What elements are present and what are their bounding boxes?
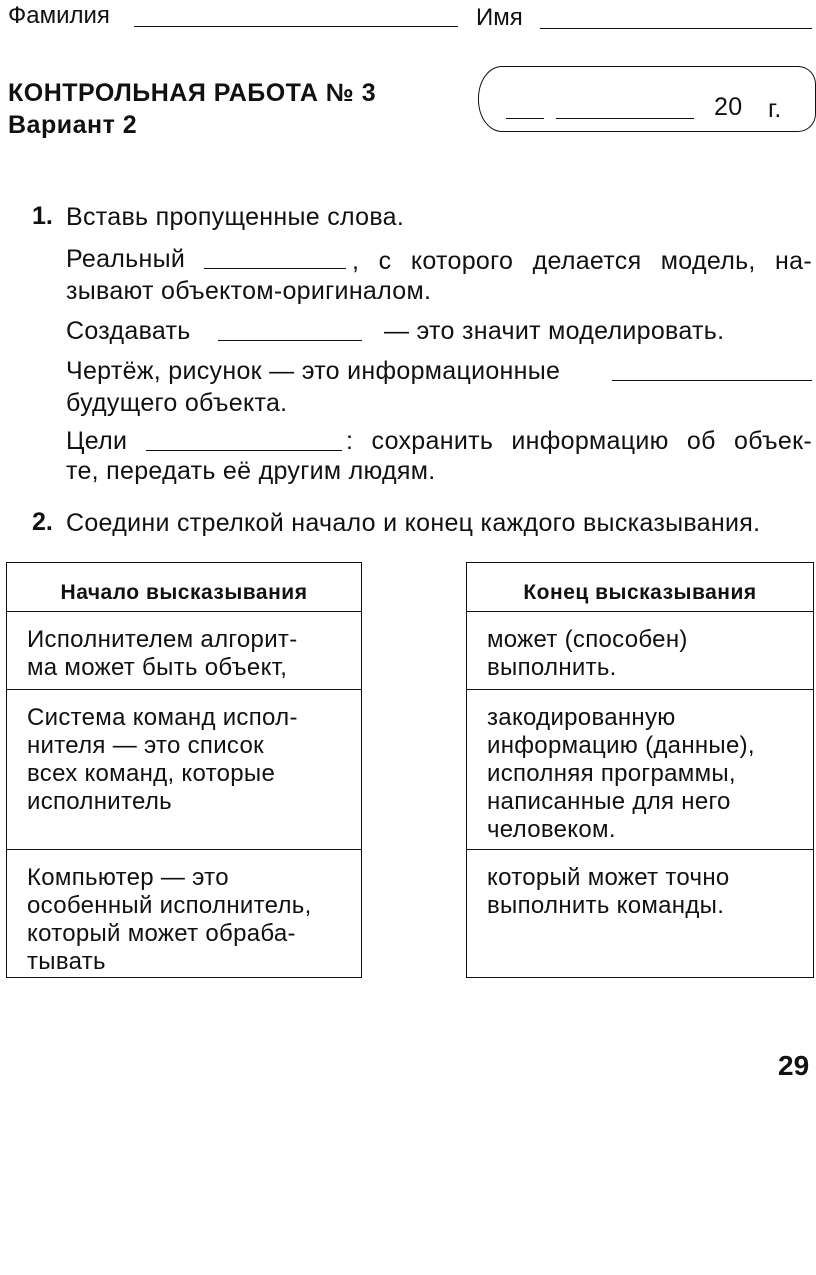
task1-sentence4-part1: Цели <box>66 427 128 455</box>
row-line: информацию (данные), <box>487 732 755 759</box>
page-number: 29 <box>778 1050 810 1081</box>
statement-start-table <box>6 562 362 978</box>
row-line: выполнить. <box>487 654 617 681</box>
row-line: всех команд, которые <box>27 760 276 787</box>
date-year-suffix: г. <box>768 95 782 123</box>
row-line: Система команд испол- <box>27 704 298 731</box>
row-line: нителя — это список <box>27 732 264 759</box>
task1-sentence2-part2: — это значит моделировать. <box>384 317 725 345</box>
task1-sentence4-part2: : сохранить информацию об объек- <box>346 427 812 455</box>
statement-start-header: Начало высказывания <box>60 581 308 604</box>
date-box <box>478 66 816 132</box>
row-line: закодированную <box>487 704 676 731</box>
row-line: который может точно <box>487 864 730 891</box>
date-month-line[interactable] <box>556 118 694 119</box>
task1-number: 1. <box>32 202 53 230</box>
name-field-line[interactable] <box>540 28 812 29</box>
row-line: который может обраба- <box>27 920 296 947</box>
task1-sentence3-part2: будущего объекта. <box>66 389 288 417</box>
date-day-line[interactable] <box>506 118 544 119</box>
task1-sentence1-part2: , с которого делается модель, на- <box>352 247 812 275</box>
row-line: Компьютер — это <box>27 864 229 891</box>
task1-sentence3-part1: Чертёж, рисунок — это информационные <box>66 357 561 385</box>
task2-number: 2. <box>32 508 53 536</box>
task1-sentence1-part1: Реальный <box>66 245 186 273</box>
row-line: написанные для него <box>487 788 731 815</box>
row-line: исполнитель <box>27 788 172 815</box>
row-line: Исполнителем алгорит- <box>27 626 298 653</box>
date-year-prefix: 20 <box>714 93 743 121</box>
row-line: может (способен) <box>487 626 688 653</box>
task1-blank4[interactable] <box>146 450 342 451</box>
task1-blank1[interactable] <box>204 268 346 269</box>
row-line: человеком. <box>487 816 616 843</box>
surname-label: Фамилия <box>8 2 110 29</box>
statement-end-table <box>466 562 814 978</box>
row-line: особенный исполнитель, <box>27 892 312 919</box>
row-line: выполнить команды. <box>487 892 725 919</box>
task1-blank2[interactable] <box>218 340 362 341</box>
statement-end-row-3[interactable] <box>467 849 813 977</box>
task2-instruction: Соедини стрелкой начало и конец каждого высказывания. <box>66 509 761 537</box>
statement-start-row-1[interactable] <box>7 611 361 689</box>
name-label: Имя <box>476 4 523 31</box>
surname-field-line[interactable] <box>134 26 458 27</box>
row-line: ма может быть объект, <box>27 654 288 681</box>
test-title: КОНТРОЛЬНАЯ РАБОТА № 3 <box>8 79 377 107</box>
statement-end-header: Конец высказывания <box>523 581 757 604</box>
statement-end-row-2[interactable] <box>467 689 813 849</box>
statement-end-row-1[interactable] <box>467 611 813 689</box>
task1-sentence4-part3: те, передать её другим людям. <box>66 457 436 485</box>
statement-start-row-3[interactable] <box>7 849 361 977</box>
task1-sentence1-part3: зывают объектом-оригиналом. <box>66 277 432 305</box>
task1-sentence2-part1: Создавать <box>66 317 191 345</box>
row-line: тывать <box>27 948 106 975</box>
task1-blank3[interactable] <box>612 380 812 381</box>
task1-instruction: Вставь пропущенные слова. <box>66 203 405 231</box>
statement-start-row-2[interactable] <box>7 689 361 849</box>
row-line: исполняя программы, <box>487 760 736 787</box>
variant-label: Вариант 2 <box>8 111 138 139</box>
